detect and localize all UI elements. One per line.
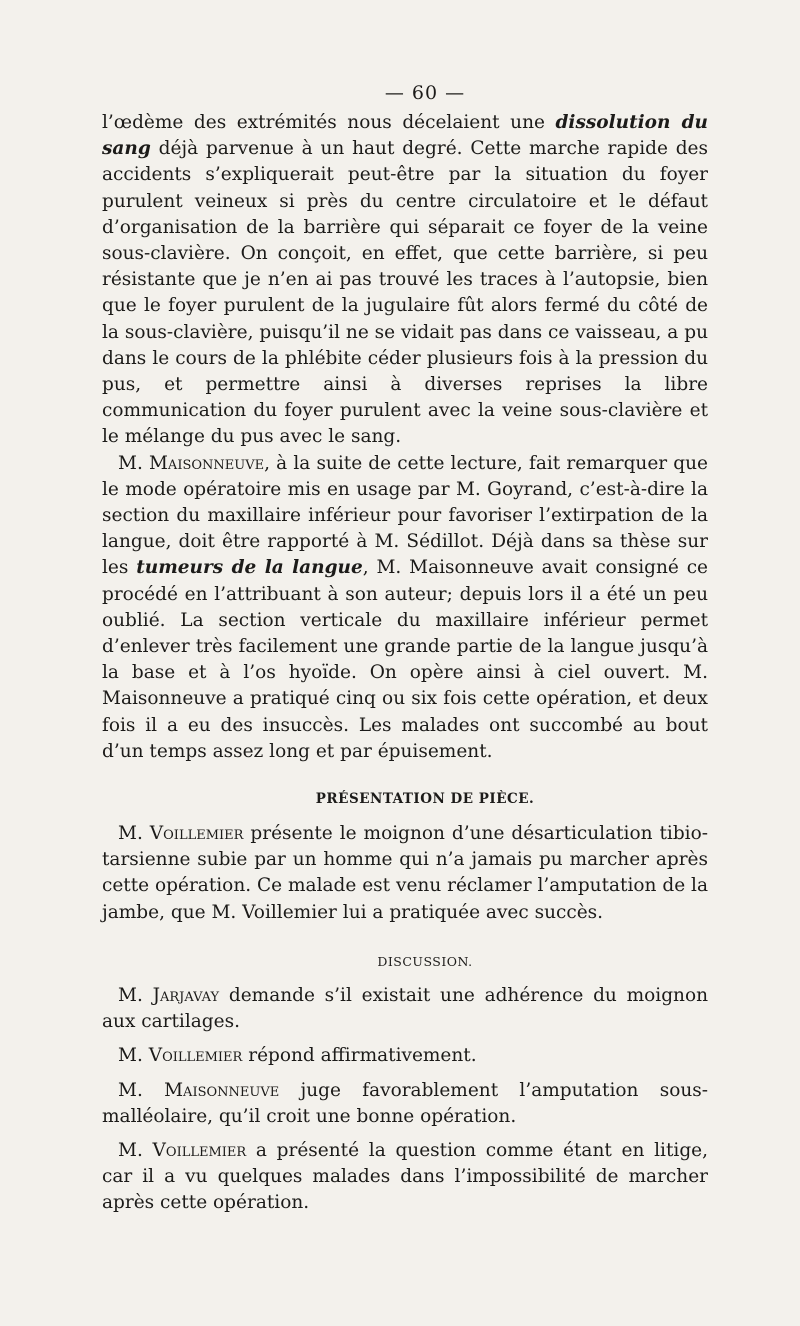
paragraph-1-rest: déjà parvenue à un haut degré. Cette marche rapide des accidents s’expliquerait peut-être par la situation du foyer purulent veineux si près du centre circulatoire et le défaut d’organisation de la barrière qui séparait ce foyer de la veine sous-clavière. On conçoit, en effet, que cette barrière, si peu résistante que je n’en ai pas trouvé les traces à l’autopsie, bien que le foyer purulent de la jugulaire fût alors fermé du côté de la sous-clavière, puisqu’il ne se vidait pas dans ce vaisseau, a pu dans le cours de la phlébite céder plusieurs fois à la pression du pus, et permettre ainsi à diverses reprises la libre communication du foyer purulent avec la veine sous-clavière et le mélange du pus avec le sang. [102,138,708,448]
speaker-voillemier-3: M. Voillemier [118,1139,247,1161]
paragraph-5-text: répond affirmativement. [242,1045,477,1067]
speaker-maisonneuve-2: M. Maisonneuve [118,1079,280,1101]
speaker-voillemier-2: M. Voillemier [118,1045,243,1067]
speaker-maisonneuve: M. Maisonneuve [118,452,265,474]
section-heading-discussion: DISCUSSION. [377,953,473,969]
paragraph-1 [102,110,708,451]
paragraph-4-text: demande s’il existait une adhérence du moignon aux cartilages. [102,984,709,1033]
paragraph-1-text: l’œdème des extrémités nous décelaient une [102,112,556,133]
speaker-voillemier: M. Voillemier [118,823,244,845]
paragraph-3 [102,821,708,926]
paragraph-6-text: juge favorablement l’amputation sous-malléolaire, qu’il croit une bonne opération. [102,1079,708,1127]
paragraph-1-italic: dissolution du sang [102,112,708,160]
page-number: — 60 — [384,82,466,104]
paragraph-7 [102,1138,708,1217]
paragraph-5 [102,1043,708,1069]
paragraph-2-text-b: , M. Maisonneuve avait consigné ce procédé en l’attribuant à son auteur; depuis lors il a été un peu oublié. La section verticale du maxillaire inférieur permet d’enlever très facilement une grande partie de la langue jusqu’à la base et à l’os hyoïde. On opère ainsi à ciel ouvert. M. Maisonneuve a pratiqué cinq ou six fois cette opération, et deux fois il a eu des insuccès. Les malades ont succombé au bout d’un temps assez long et par épuisement. [102,557,709,762]
paragraph-6 [102,1078,708,1130]
paragraph-3-text: présente le moignon d’une désarticulation tibio-tarsienne subie par un homme qui n’a jamais pu marcher après cette opération. Ce malade est venu réclamer l’amputation de la jambe, que M. Voillemier lui a pratiquée avec succès. [102,823,708,923]
paragraph-7-text: a présenté la question comme étant en litige, car il a vu quelques malades dans l’impossibilité de marcher après cette opération. [102,1139,708,1214]
speaker-jarjavay: M. Jarjavay [118,984,220,1006]
paragraph-2 [102,451,708,765]
paragraph-2-text-a: , à la suite de cette lecture, fait remarquer que le mode opératoire mis en usage par M. Goyrand, c’est-à-dire la section du maxillaire inférieur pour favoriser l’extirpation de la langue, doit être rapporté à M. Sédillot. Déjà dans sa thèse sur les [102,452,708,579]
paragraph-4 [102,983,708,1035]
paragraph-2-italic: tumeurs de la langue [136,557,363,579]
section-heading-presentation: PRÉSENTATION DE PIÈCE. [315,791,535,808]
